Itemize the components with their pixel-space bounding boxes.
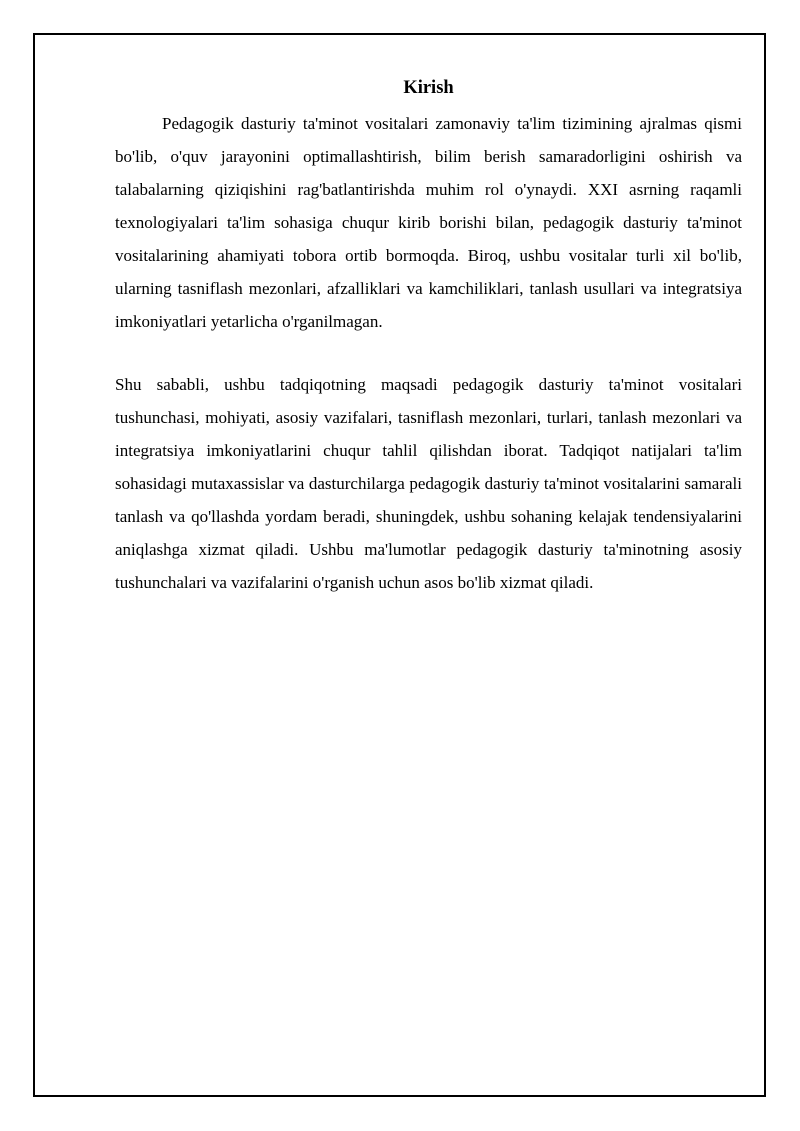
paragraph-2: Shu sababli, ushbu tadqiqotning maqsadi pedagogik dasturiy ta'minot vositalari tushunchasi, mohiyati, asosiy vazifalari, tasniflash mezonlari, turlari, tanlash mezonlari va integratsiya imkoniyatlarini chuqur tahlil qilishdan iborat. Tadqiqot natijalari ta'lim sohasidagi mutaxassislar va dasturchilarga pedagogik dasturiy ta'minot vositalarini samarali tanlash va qo'llashda yordam beradi, shuningdek, ushbu sohaning kelajak tendensiyalarini aniqlashga xizmat qiladi. Ushbu ma'lumotlar pedagogik dasturiy ta'minotning asosiy tushunchalari va vazifalarini o'rganish uchun asos bo'lib xizmat qiladi. xyxy=(115,375,742,592)
document-title: Kirish xyxy=(403,78,454,98)
paragraph-1: Pedagogik dasturiy ta'minot vositalari zamonaviy ta'lim tizimining ajralmas qismi bo'lib, o'quv jarayonini optimallashtirish, bilim berish samaradorligini oshirish va talabalarning qiziqishini rag'batlantirishda muhim rol o'ynaydi. XXI asrning raqamli texnologiyalari ta'lim sohasiga chuqur kirib borishi bilan, pedagogik dasturiy ta'minot vositalarining ahamiyati tobora ortib bormoqda. Biroq, ushbu vositalar turli xil bo'lib, ularning tasniflash mezonlari, afzalliklari va kamchiliklari, tanlash usullari va integratsiya imkoniyatlari yetarlicha o'rganilmagan. xyxy=(115,114,742,331)
document-body xyxy=(115,74,742,599)
paragraph-spacer xyxy=(115,338,742,368)
